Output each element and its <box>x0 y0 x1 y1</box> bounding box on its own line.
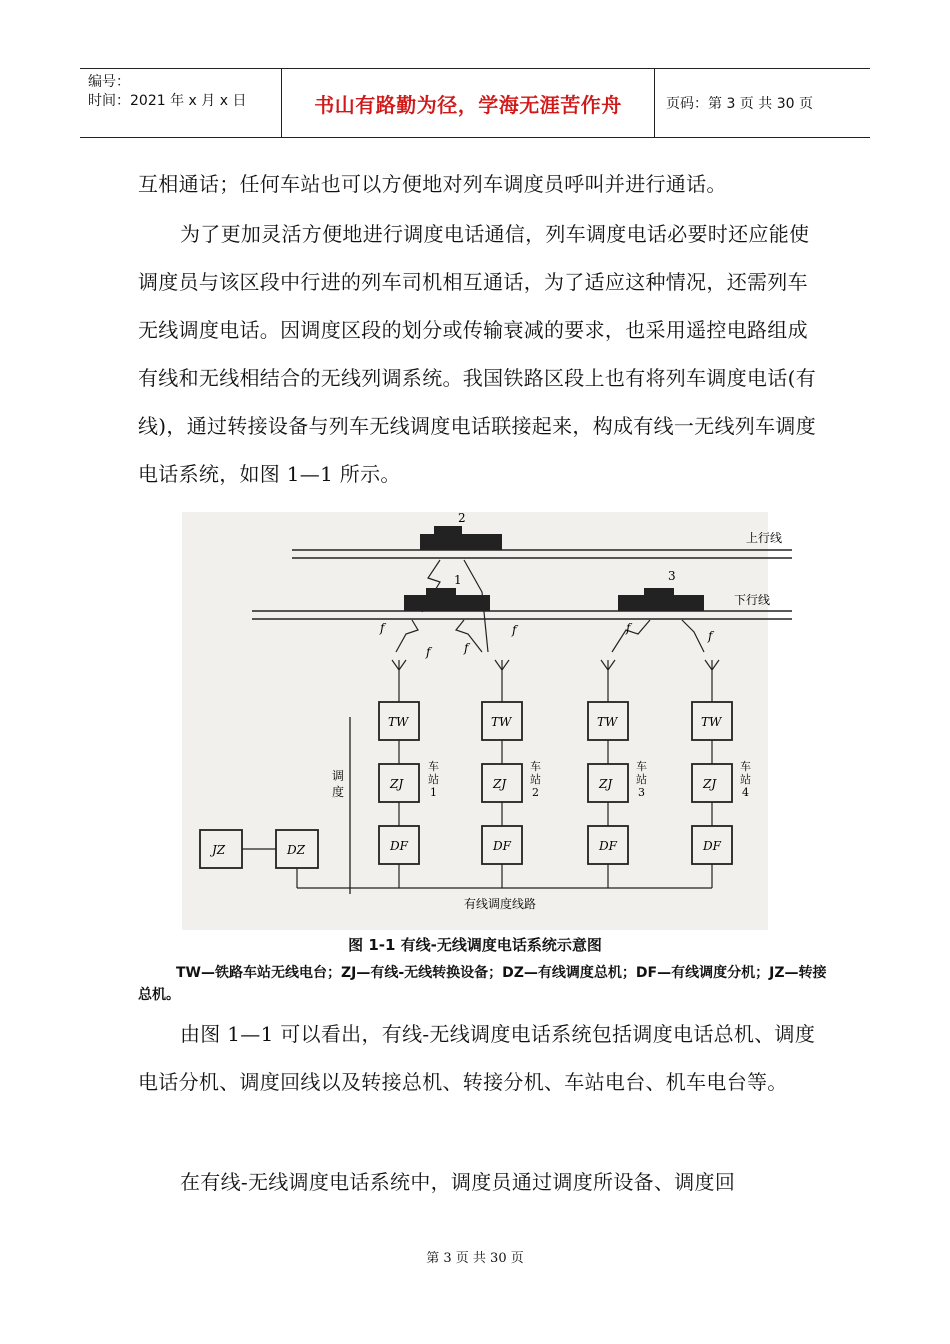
station-label-3c: 3 <box>638 786 645 799</box>
dispatch-label-2: 度 <box>332 785 345 799</box>
zj-box-4: ZJ <box>703 777 717 791</box>
station-label-1b: 站 <box>428 773 439 786</box>
station-column-1 <box>379 660 439 888</box>
f-label-6: f <box>708 629 713 643</box>
station-label-4: 车 <box>740 760 751 773</box>
station-label-2: 车 <box>530 760 541 773</box>
paragraph-4: 在有线-无线调度电话系统中，调度员通过调度所设备、调度回 <box>180 1170 736 1194</box>
up-line-label: 上行线 <box>746 531 783 545</box>
number-label: 编号： <box>88 74 130 90</box>
station-label-1: 车 <box>428 760 439 773</box>
f-label-3: f <box>464 641 469 655</box>
system-diagram <box>182 511 783 930</box>
tw-box-3: TW <box>597 715 618 729</box>
dispatch-label-1: 调 <box>332 769 345 783</box>
jz-label: JZ <box>212 843 226 857</box>
figure-legend: TW—铁路车站无线电台；ZJ—有线-无线转换设备；DZ—有线调度总机；DF—有线调度分机；JZ—转接总机。 <box>138 965 827 1003</box>
f-label-2: f <box>426 645 431 659</box>
tw-box-4: TW <box>701 715 722 729</box>
train-2 <box>420 511 502 550</box>
train-label-1: 1 <box>454 573 462 587</box>
figure-diagram <box>182 511 783 930</box>
tw-box-2: TW <box>491 715 512 729</box>
paragraph-1: 互相通话；任何车站也可以方便地对列车调度员呼叫并进行通话。 <box>138 172 727 196</box>
df-box-1: DF <box>390 839 408 853</box>
station-label-1c: 1 <box>430 786 437 799</box>
station-column-2 <box>482 660 541 888</box>
f-label-4: f <box>512 623 517 637</box>
zj-box-2: ZJ <box>493 777 507 791</box>
f-label-5: f <box>626 621 631 635</box>
time-label: 时间：2021 年 x 月 x 日 <box>88 93 247 109</box>
df-box-3: DF <box>599 839 617 853</box>
station-column-4 <box>692 660 751 888</box>
train-label-3: 3 <box>668 569 676 583</box>
train-1 <box>404 573 490 611</box>
zj-box-3: ZJ <box>599 777 613 791</box>
df-box-4: DF <box>703 839 721 853</box>
zj-box-1: ZJ <box>390 777 404 791</box>
station-label-4b: 站 <box>740 773 751 786</box>
figure-caption: 图 1-1 有线-无线调度电话系统示意图 <box>348 936 602 954</box>
down-line-label: 下行线 <box>734 593 771 607</box>
station-label-2c: 2 <box>532 786 539 799</box>
page-header <box>80 68 870 138</box>
station-label-3b: 站 <box>636 773 647 786</box>
station-column-3 <box>588 660 647 888</box>
train-3 <box>618 569 704 611</box>
paragraph-2: 为了更加灵活方便地进行调度电话通信，列车调度电话必要时还应能使调度员与该区段中行进的列车司机相互通话，为了适应这种情况，还需列车无线调度电话。因调度区段的划分或传输衰减的要求，也采用遥控电路组成有线和无线相结合的无线列调系统。我国铁路区段上也有将列车调度电话(有线)，通过转接设备与列车无线调度电话联接起来，构成有线一无线列车调度电话系统，如图 1—1 所示。 <box>138 222 817 486</box>
tw-box-1: TW <box>388 715 409 729</box>
header-meta <box>80 69 282 137</box>
station-label-3: 车 <box>636 760 647 773</box>
wired-line-label: 有线调度线路 <box>464 897 537 911</box>
page-footer: 第 3 页 共 30 页 <box>426 1251 524 1266</box>
paragraph-3: 由图 1—1 可以看出，有线-无线调度电话系统包括调度电话总机、调度电话分机、调度回线以及转接总机、转接分机、车站电台、机车电台等。 <box>138 1022 816 1094</box>
station-label-2b: 站 <box>530 773 541 786</box>
train-label-2: 2 <box>458 511 466 525</box>
header-motto: 书山有路勤为径，学海无涯苦作舟 <box>282 69 655 137</box>
dz-label: DZ <box>287 843 305 857</box>
f-label-1: f <box>380 621 385 635</box>
station-label-4c: 4 <box>742 786 749 799</box>
header-page-code: 页码：第 3 页 共 30 页 <box>666 96 813 112</box>
df-box-2: DF <box>493 839 511 853</box>
